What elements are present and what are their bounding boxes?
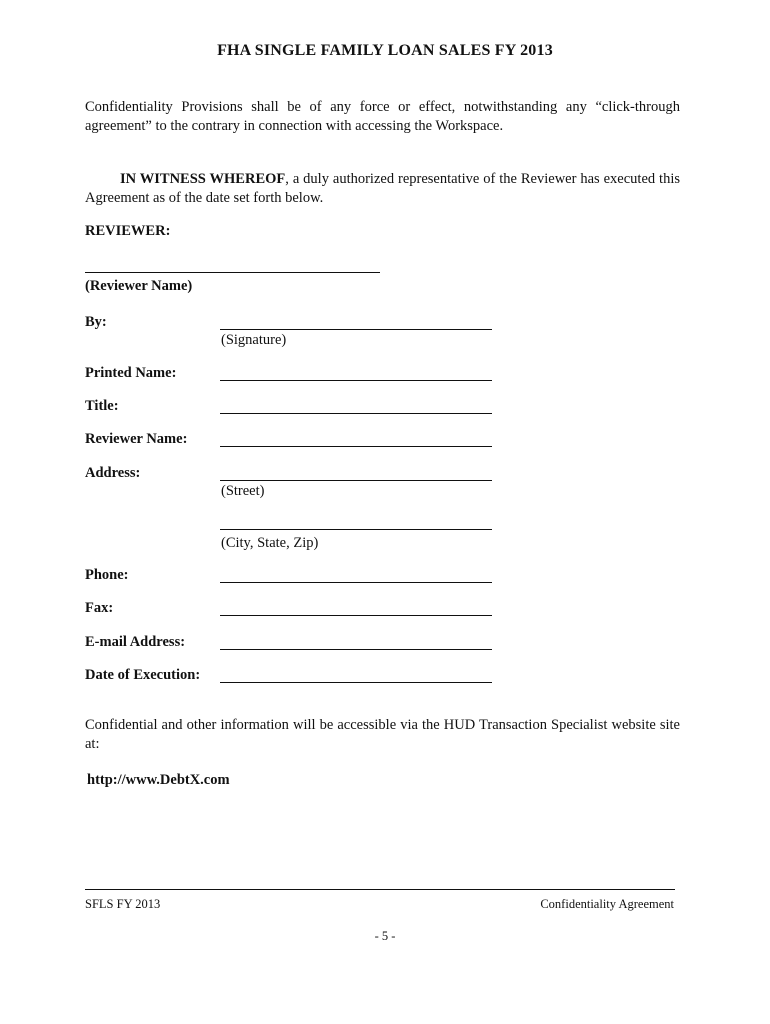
debtx-link[interactable]: http://www.DebtX.com bbox=[87, 772, 230, 788]
phone-label: Phone: bbox=[85, 567, 129, 583]
printed-name-row bbox=[0, 365, 770, 385]
by-label: By: bbox=[85, 314, 107, 330]
street-caption: (Street) bbox=[221, 483, 265, 499]
reviewer-name-label: Reviewer Name: bbox=[85, 431, 188, 447]
city-state-zip-caption: (City, State, Zip) bbox=[221, 535, 319, 551]
signature-line[interactable] bbox=[220, 329, 492, 330]
page-number: - 5 - bbox=[374, 929, 396, 943]
address-row bbox=[0, 465, 770, 485]
date-of-execution-label: Date of Execution: bbox=[85, 667, 201, 683]
fax-line[interactable] bbox=[220, 615, 492, 616]
fax-row bbox=[0, 600, 770, 620]
footer-right-text: Confidentiality Agreement bbox=[540, 897, 674, 911]
street-line[interactable] bbox=[220, 480, 492, 481]
reviewer-name-blank-line[interactable] bbox=[85, 272, 380, 273]
date-of-execution-line[interactable] bbox=[220, 682, 492, 683]
email-line[interactable] bbox=[220, 649, 492, 650]
reviewer-heading: REVIEWER: bbox=[85, 223, 171, 239]
email-label: E-mail Address: bbox=[85, 634, 186, 650]
fax-label: Fax: bbox=[85, 600, 114, 616]
by-row bbox=[0, 314, 770, 334]
title-label: Title: bbox=[85, 398, 119, 414]
city-state-zip-line[interactable] bbox=[220, 529, 492, 530]
footer-left-text: SFLS FY 2013 bbox=[85, 897, 161, 911]
signature-caption: (Signature) bbox=[221, 332, 287, 348]
document-title: FHA SINGLE FAMILY LOAN SALES FY 2013 bbox=[217, 42, 553, 59]
phone-line[interactable] bbox=[220, 582, 492, 583]
email-row bbox=[0, 634, 770, 654]
printed-name-line[interactable] bbox=[220, 380, 492, 381]
footer-divider bbox=[85, 889, 675, 890]
phone-row bbox=[0, 567, 770, 587]
witness-text: , a duly authorized representative of the Reviewer has executed this Agreement as of the date set forth below. bbox=[85, 171, 681, 206]
address-label: Address: bbox=[85, 465, 141, 481]
witness-bold-phrase: IN WITNESS WHEREOF bbox=[120, 171, 286, 187]
access-paragraph: Confidential and other information will be accessible via the HUD Transaction Specialist website site at: bbox=[85, 717, 680, 752]
confidentiality-paragraph: Confidentiality Provisions shall be of any force or effect, notwithstanding any “click-through agreement” to the contrary in connection with accessing the Workspace. bbox=[85, 99, 680, 134]
reviewer-name-row bbox=[0, 431, 770, 451]
reviewer-name-caption: (Reviewer Name) bbox=[85, 278, 193, 294]
reviewer-name-line[interactable] bbox=[220, 446, 492, 447]
printed-name-label: Printed Name: bbox=[85, 365, 177, 381]
title-line[interactable] bbox=[220, 413, 492, 414]
date-of-execution-row bbox=[0, 667, 770, 687]
witness-paragraph bbox=[85, 170, 680, 208]
title-row bbox=[0, 398, 770, 418]
